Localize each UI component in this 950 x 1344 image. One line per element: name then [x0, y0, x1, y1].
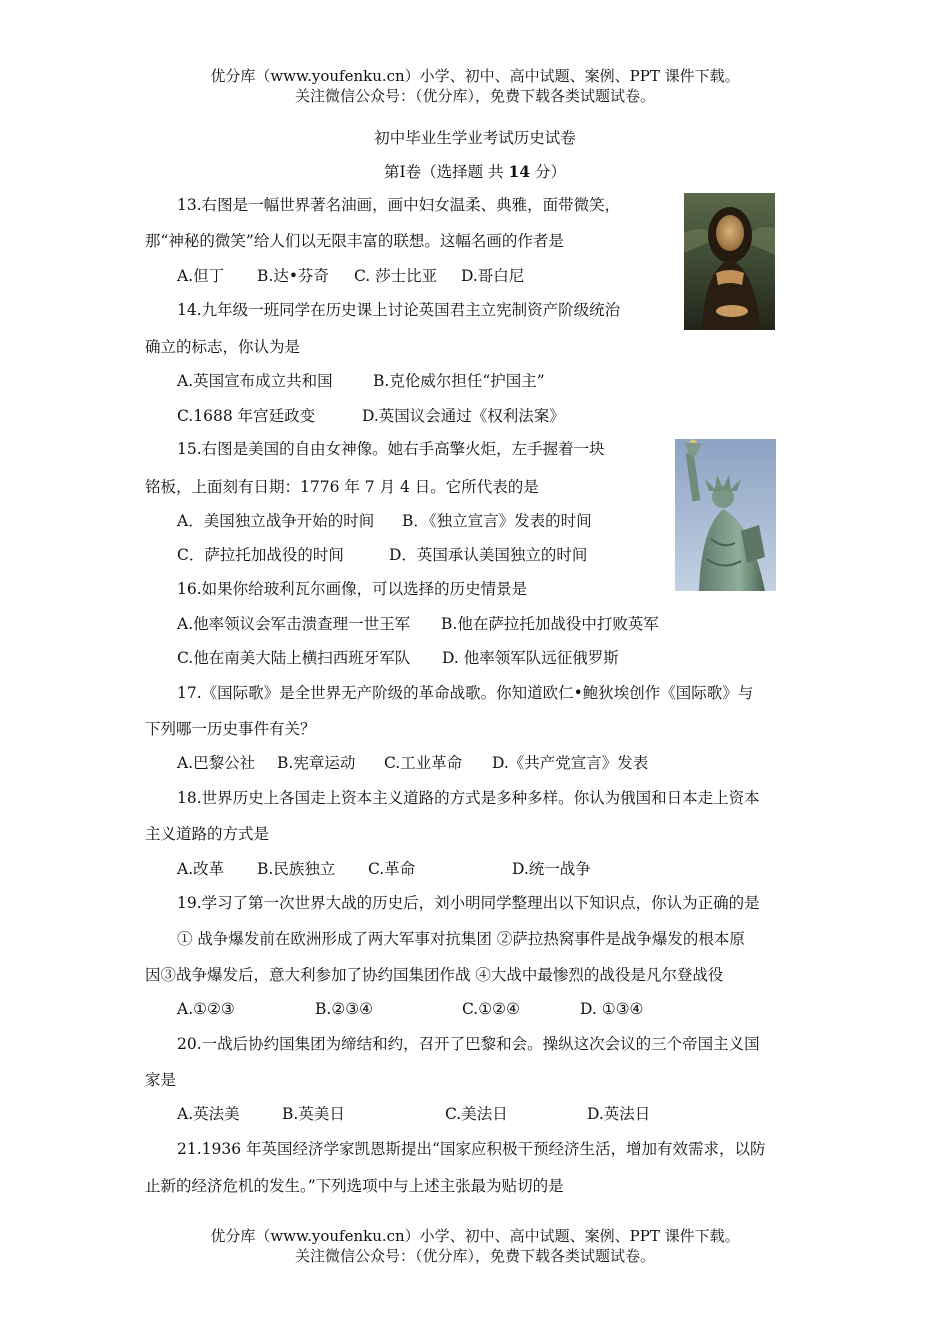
q13-option-b[interactable]: B.达•芬奇: [257, 267, 329, 285]
q14-option-a[interactable]: A.英国宣布成立共和国: [177, 372, 333, 390]
q19-stem-line-3: 因③战争爆发后，意大利参加了协约国集团作战 ④大战中最惨烈的战役是凡尔登战役: [145, 966, 724, 984]
q15-stem-line-1: 15.右图是美国的自由女神像。她右手高擎火炬，左手握着一块: [177, 440, 605, 458]
q15-option-d[interactable]: D．英国承认美国独立的时间: [389, 546, 588, 564]
q13-stem-line-2: 那“神秘的微笑”给人们以无限丰富的联想。这幅名画的作者是: [145, 232, 564, 250]
q19-stem-line-2: ① 战争爆发前在欧洲形成了两大军事对抗集团 ②萨拉热窝事件是战争爆发的根本原: [177, 930, 745, 948]
q14-stem-line-1: 14.九年级一班同学在历史课上讨论英国君主立宪制资产阶级统治: [177, 301, 621, 319]
q19-option-c[interactable]: C.①②④: [462, 1000, 520, 1018]
q16-option-c[interactable]: C.他在南美大陆上横扫西班牙军队: [177, 649, 411, 667]
q16-option-d[interactable]: D. 他率领军队远征俄罗斯: [442, 649, 619, 667]
q20-option-b[interactable]: B.英美日: [282, 1105, 345, 1123]
q21-stem-line-1: 21.1936 年英国经济学家凯恩斯提出“国家应积极干预经济生活，增加有效需求，以防: [177, 1140, 766, 1158]
q18-option-c[interactable]: C.革命: [368, 860, 416, 878]
q21-stem-line-2: 止新的经济危机的发生。”下列选项中与上述主张最为贴切的是: [145, 1177, 564, 1195]
q20-stem-line-1: 20.一战后协约国集团为缔结和约，召开了巴黎和会。操纵这次会议的三个帝国主义国: [177, 1035, 760, 1053]
q16-option-a[interactable]: A.他率领议会军击溃查理一世王军: [177, 615, 411, 633]
q15-stem-line-2: 铭板，上面刻有日期：1776 年 7 月 4 日。它所代表的是: [145, 478, 539, 496]
q14-stem-line-2: 确立的标志，你认为是: [145, 338, 301, 356]
q15-option-c[interactable]: C．萨拉托加战役的时间: [177, 546, 344, 564]
q18-option-d[interactable]: D.统一战争: [512, 860, 591, 878]
section-suffix: 分）: [535, 163, 567, 181]
q18-stem-line-1: 18.世界历史上各国走上资本主义道路的方式是多种多样。你认为俄国和日本走上资本: [177, 789, 760, 807]
q20-option-a[interactable]: A.英法美: [177, 1105, 240, 1123]
q17-stem-line-2: 下列哪一历史事件有关？: [145, 720, 316, 738]
statue-of-liberty-image: [675, 439, 776, 591]
q18-option-a[interactable]: A.改革: [177, 860, 225, 878]
header-line-2: 关注微信公众号：（优分库），免费下载各类试题试卷。: [294, 87, 655, 105]
page-header: [0, 66, 950, 106]
q17-stem-line-1: 17.《国际歌》是全世界无产阶级的革命战歌。你知道欧仁•鲍狄埃创作《国际歌》与: [177, 684, 754, 702]
q18-option-b[interactable]: B.民族独立: [257, 860, 336, 878]
footer-line-1: 优分库（www.youfenku.cn）小学、初中、高中试题、案例、PPT 课件下载。: [210, 1227, 740, 1245]
q19-option-b[interactable]: B.②③④: [315, 1000, 374, 1018]
q20-stem-line-2: 家是: [145, 1071, 177, 1089]
q13-option-c[interactable]: C. 莎士比亚: [354, 267, 438, 285]
section-prefix: 第Ⅰ卷（选择题 共: [383, 163, 504, 181]
q19-stem-line-1: 19.学习了第一次世界大战的历史后，刘小明同学整理出以下知识点，你认为正确的是: [177, 894, 760, 912]
q17-option-a[interactable]: A.巴黎公社: [177, 754, 256, 772]
footer-line-2: 关注微信公众号：（优分库），免费下载各类试题试卷。: [294, 1247, 655, 1265]
section-score: 14: [508, 162, 531, 181]
section-heading: [0, 160, 950, 182]
q17-option-b[interactable]: B.宪章运动: [277, 754, 356, 772]
q14-option-b[interactable]: B.克伦威尔担任“护国主”: [373, 372, 545, 390]
q16-stem-line-1: 16.如果你给玻利瓦尔画像，可以选择的历史情景是: [177, 580, 528, 598]
q16-option-b[interactable]: B.他在萨拉托加战役中打败英军: [441, 615, 659, 633]
q19-option-a[interactable]: A.①②③: [177, 1000, 235, 1018]
q17-option-d[interactable]: D.《共产党宣言》发表: [492, 754, 649, 772]
q17-option-c[interactable]: C.工业革命: [384, 754, 463, 772]
q18-stem-line-2: 主义道路的方式是: [145, 825, 270, 843]
q13-stem-line-1: 13.右图是一幅世界著名油画，画中妇女温柔、典雅，面带微笑，: [177, 196, 621, 214]
q14-option-d[interactable]: D.英国议会通过《权利法案》: [362, 407, 565, 425]
q19-option-d[interactable]: D. ①③④: [580, 1000, 644, 1018]
q20-option-c[interactable]: C.美法日: [445, 1105, 508, 1123]
q15-option-b[interactable]: B．《独立宣言》发表的时间: [402, 512, 592, 530]
q15-option-a[interactable]: A．美国独立战争开始的时间: [177, 512, 375, 530]
page-footer: [0, 1226, 950, 1266]
q14-option-c[interactable]: C.1688 年宫廷政变: [177, 407, 316, 425]
exam-title: 初中毕业生学业考试历史试卷: [374, 129, 576, 147]
mona-lisa-image: [684, 193, 775, 330]
q13-option-d[interactable]: D.哥白尼: [461, 267, 525, 285]
q20-option-d[interactable]: D.英法日: [587, 1105, 651, 1123]
q13-option-a[interactable]: A.但丁: [177, 267, 225, 285]
header-line-1: 优分库（www.youfenku.cn）小学、初中、高中试题、案例、PPT 课件下载。: [210, 67, 740, 85]
